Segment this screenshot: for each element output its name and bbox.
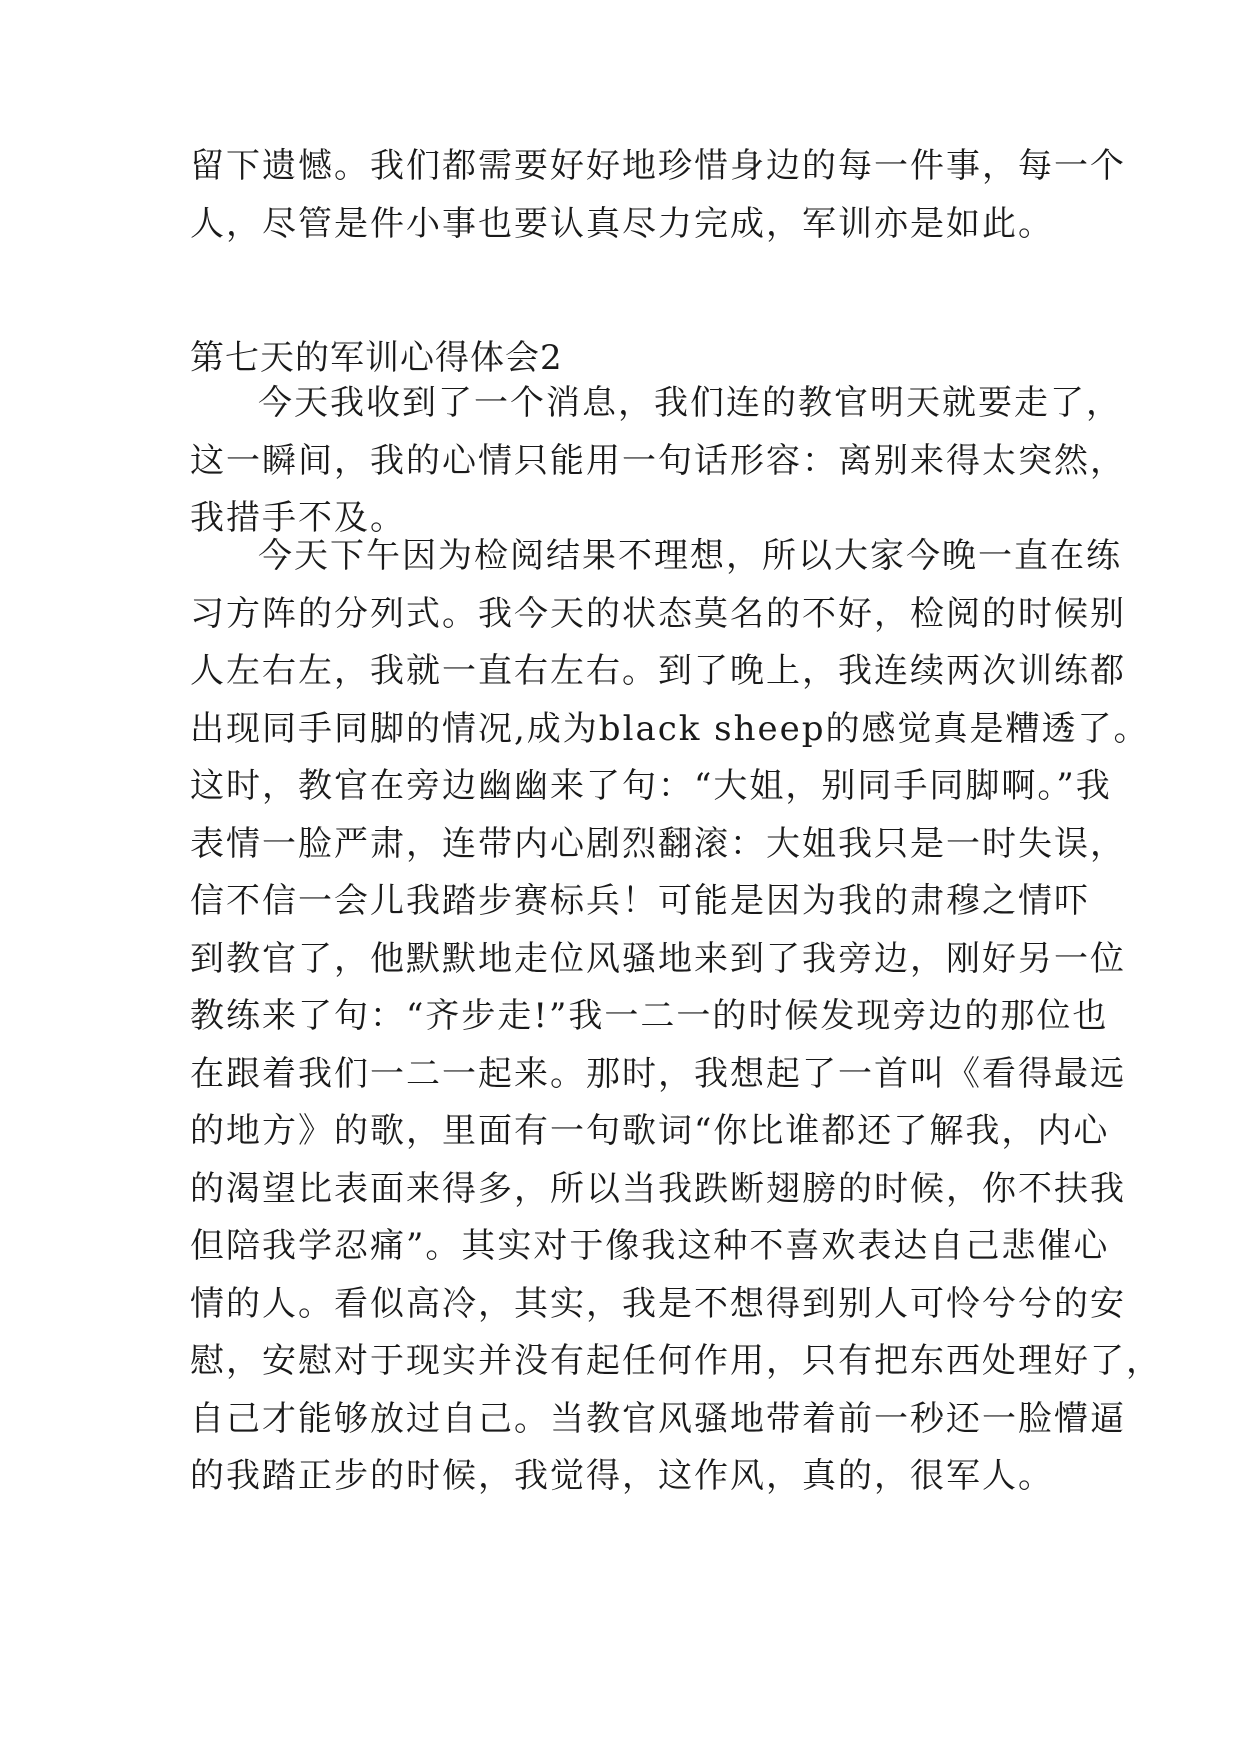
text-line: 人左右左，我就一直右左右。到了晚上，我连续两次训练都	[190, 651, 1126, 691]
text-line: 这一瞬间，我的心情只能用一句话形容：离别来得太突然，	[190, 440, 1126, 481]
text-line: 这时，教官在旁边幽幽来了句：“大姐，别同手同脚啊。”我	[190, 766, 1112, 806]
text-line: 信不信一会儿我踏步赛标兵！可能是因为我的肃穆之情吓	[190, 881, 1090, 921]
text-line: 但陪我学忍痛”。其实对于像我这种不喜欢表达自己悲催心	[190, 1226, 1110, 1266]
text-line: 慰，安慰对于现实并没有起任何作用，只有把东西处理好了，	[190, 1341, 1162, 1381]
text-line: 表情一脸严肃，连带内心剧烈翻滚：大姐我只是一时失误，	[190, 823, 1126, 864]
paragraph-1	[190, 375, 1126, 548]
text-line: 人，尽管是件小事也要认真尽力完成，军训亦是如此。	[190, 203, 1054, 244]
section-title: 第七天的军训心得体会2	[190, 338, 563, 378]
text-line: 我措手不及。	[190, 498, 406, 538]
text-line: 习方阵的分列式。我今天的状态莫名的不好，检阅的时候别	[190, 593, 1126, 634]
text-line: 自己才能够放过自己。当教官风骚地带着前一秒还一脸懵逼	[190, 1398, 1126, 1439]
text-line: 的我踏正步的时候，我觉得，这作风，真的，很军人。	[190, 1456, 1054, 1496]
text-line: 情的人。看似高冷，其实，我是不想得到别人可怜兮兮的安	[190, 1283, 1126, 1324]
text-line: 教练来了句：“齐步走!”我一二一的时候发现旁边的那位也	[190, 996, 1109, 1036]
text-line: 今天我收到了一个消息，我们连的教官明天就要走了，	[258, 383, 1122, 423]
continuation-paragraph	[190, 138, 1126, 253]
text-line: 在跟着我们一二一起来。那时，我想起了一首叫《看得最远	[190, 1053, 1126, 1094]
text-line: 的地方》的歌，里面有一句歌词“你比谁都还了解我，内心	[190, 1111, 1110, 1151]
paragraph-2	[190, 528, 1162, 1506]
text-line: 留下遗憾。我们都需要好好地珍惜身边的每一件事，每一个	[190, 146, 1126, 186]
text-line: 今天下午因为检阅结果不理想，所以大家今晚一直在练	[258, 536, 1122, 576]
text-line: 的渴望比表面来得多，所以当我跌断翅膀的时候，你不扶我	[190, 1168, 1126, 1209]
text-line: 出现同手同脚的情况,成为black sheep的感觉真是糟透了。	[190, 708, 1150, 749]
text-line: 到教官了，他默默地走位风骚地来到了我旁边，刚好另一位	[190, 938, 1126, 979]
